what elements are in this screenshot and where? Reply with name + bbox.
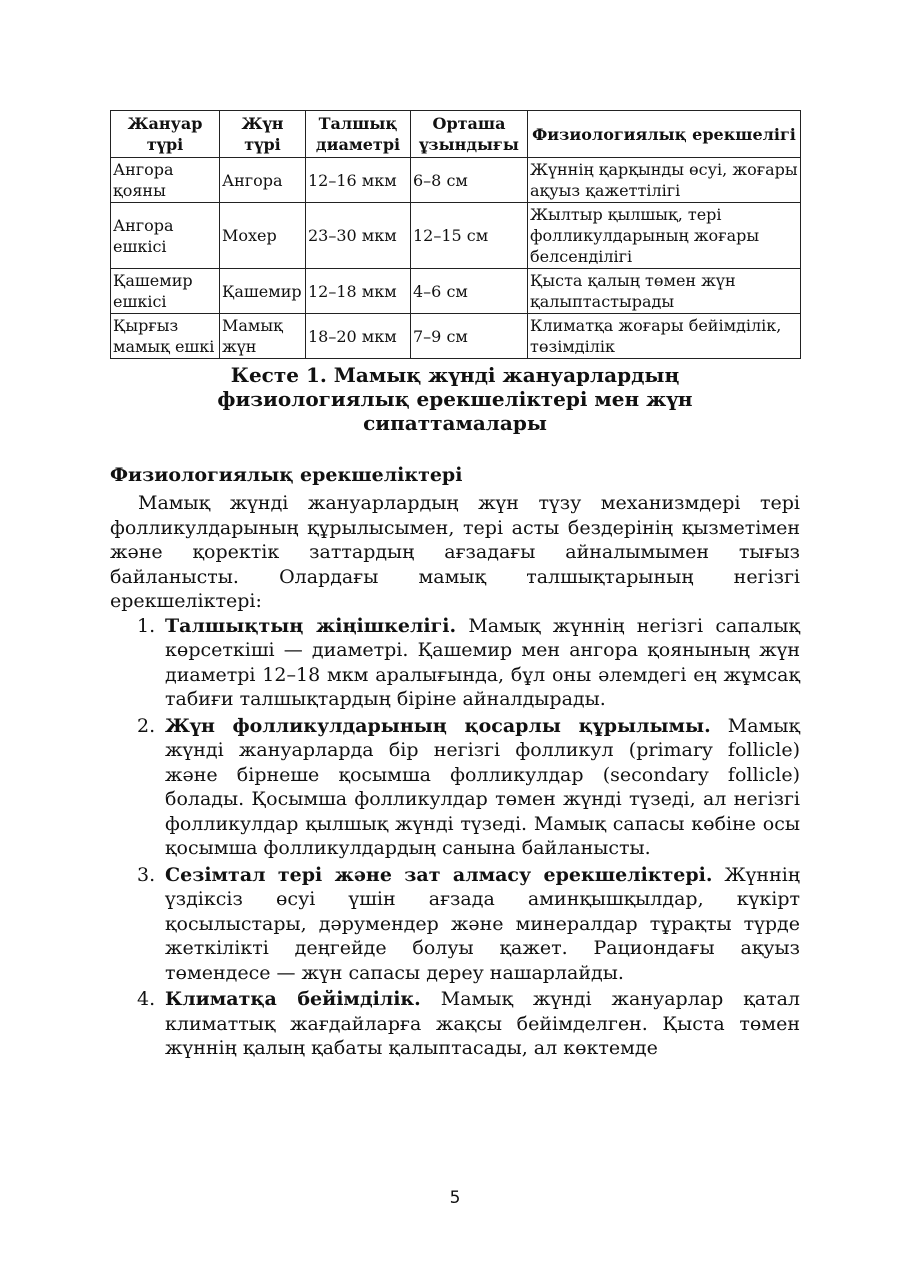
list-number: 3. bbox=[137, 863, 156, 886]
document-page bbox=[110, 110, 800, 1063]
cell-animal: Ангора қояны bbox=[111, 158, 220, 203]
cell-diameter: 23–30 мкм bbox=[306, 203, 411, 269]
cell-length: 12–15 см bbox=[411, 203, 528, 269]
cell-diameter: 12–16 мкм bbox=[306, 158, 411, 203]
section-heading: Физиологиялық ерекшеліктері bbox=[110, 464, 463, 486]
header-average-length: Орташа ұзындығы bbox=[411, 111, 528, 158]
cell-animal: Ангора ешкісі bbox=[111, 203, 220, 269]
header-wool-type: Жүн түрі bbox=[220, 111, 306, 158]
list-item-title: Сезімтал тері және зат алмасу ерекшеліктері. bbox=[165, 863, 713, 886]
fiber-characteristics-table bbox=[110, 110, 801, 359]
list-number: 2. bbox=[137, 714, 156, 737]
list-item-text: Мамық жүннің негізгі сапалық көрсеткіші — диаметрі. Қашемир мен ангора қоянының жүн диаметрі 12–18 мкм аралығында, бұл оны әлемдегі ең жұмсақ табиғи талшықтардың біріне айналдырады. bbox=[165, 614, 800, 710]
list-item-text: Мамық жүнді жануарларда бір негізгі фолликул (primary follicle) және бірнеше қосымша фолликулдар (secondary follicle) болады. Қосымша фолликулдар төмен жүнді түзеді, ал негізгі фолликулдар қылшық жүнді түзеді. Мамық сапасы көбіне осы қосымша фолликулдардың санына байланысты. bbox=[165, 714, 800, 859]
cell-feature: Жылтыр қылшық, тері фолликулдарының жоғары белсенділігі bbox=[528, 203, 801, 269]
table-row bbox=[111, 269, 801, 314]
list-item bbox=[110, 714, 800, 861]
cell-diameter: 12–18 мкм bbox=[306, 269, 411, 314]
cell-wool: Мамық жүн bbox=[220, 314, 306, 359]
features-list bbox=[110, 614, 800, 1061]
cell-animal: Қашемир ешкісі bbox=[111, 269, 220, 314]
list-item-title: Талшықтың жіңішкелігі. bbox=[165, 614, 457, 637]
cell-length: 6–8 см bbox=[411, 158, 528, 203]
list-number: 4. bbox=[137, 988, 156, 1010]
header-fiber-diameter: Талшық диаметрі bbox=[306, 111, 411, 158]
cell-wool: Қашемир bbox=[220, 269, 306, 314]
list-item bbox=[110, 614, 800, 712]
table-row bbox=[111, 158, 801, 203]
cell-wool: Мохер bbox=[220, 203, 306, 269]
list-item bbox=[110, 863, 800, 986]
list-item bbox=[110, 987, 800, 1061]
list-item-title: Жүн фолликулдарының қосарлы құрылымы. bbox=[165, 714, 711, 737]
cell-feature: Қыста қалың төмен жүн қалыптастырады bbox=[528, 269, 801, 314]
header-physiological-feature: Физиологиялық ерекшелігі bbox=[528, 111, 801, 158]
cell-length: 4–6 см bbox=[411, 269, 528, 314]
list-item-text: Мамық жүнді жануарлар қатал климаттық жағдайларға жақсы бейімделген. Қыста төмен жүннің қалың қабаты қалыптасады, ал көктемде bbox=[165, 988, 800, 1059]
list-item-text: Жүннің үздіксіз өсуі үшін ағзада аминқышқылдар, күкірт қосылыстары, дәрумендер және минералдар тұрақты түрде жеткілікті деңгейде болуы қажет. Рациондағы ақуыз төмендесе — жүн сапасы дереу нашарлайды. bbox=[165, 863, 800, 984]
list-number: 1. bbox=[137, 614, 156, 637]
cell-diameter: 18–20 мкм bbox=[306, 314, 411, 359]
header-animal-type: Жануар түрі bbox=[111, 111, 220, 158]
cell-length: 7–9 см bbox=[411, 314, 528, 359]
cell-animal: Қырғыз мамық ешкі bbox=[111, 314, 220, 359]
table-row bbox=[111, 314, 801, 359]
intro-paragraph: Мамық жүнді жануарлардың жүн түзу механизмдері тері фолликулдарының құрылысымен, тері асты бездерінің қызметімен және қоректік заттардың ағзадағы айналымымен тығыз байланысты. Олардағы мамық талшықтарының негізгі ерекшеліктері: bbox=[110, 492, 800, 612]
table-caption: Кесте 1. Мамық жүнді жануарлардың физиологиялық ерекшеліктері мен жүн сипаттамалары bbox=[217, 363, 693, 435]
cell-feature: Климатқа жоғары бейімділік, төзімділік bbox=[528, 314, 801, 359]
cell-wool: Ангора bbox=[220, 158, 306, 203]
cell-feature: Жүннің қарқынды өсуі, жоғары ақуыз қажеттілігі bbox=[528, 158, 801, 203]
table-row bbox=[111, 203, 801, 269]
table-header-row bbox=[111, 111, 801, 158]
list-item-title: Климатқа бейімділік. bbox=[165, 988, 421, 1010]
page-number: 5 bbox=[449, 1188, 461, 1208]
